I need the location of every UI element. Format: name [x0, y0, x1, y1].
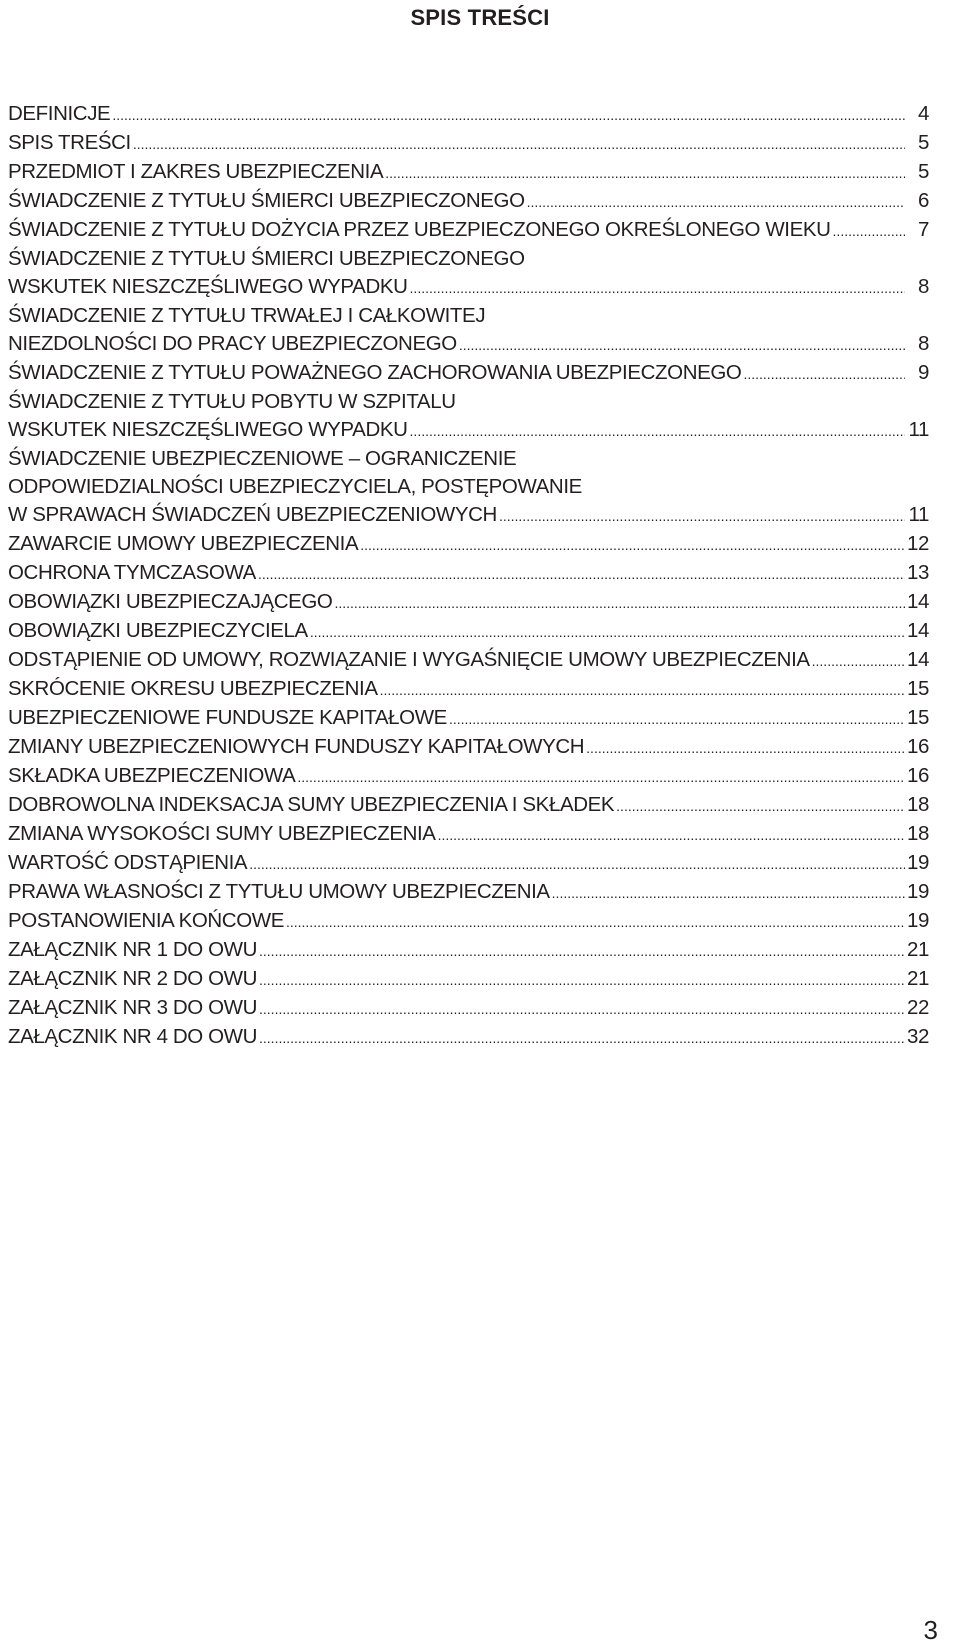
- dot-leader: [459, 331, 905, 359]
- toc-entry-title-line: ŚWIADCZENIE Z TYTUŁU DOŻYCIA PRZEZ UBEZPIECZONEGO OKREŚLONEGO WIEKU: [8, 218, 831, 241]
- dot-leader: [360, 531, 905, 559]
- toc-entry-title-line: ZMIANA WYSOKOŚCI SUMY UBEZPIECZENIA: [8, 822, 436, 845]
- toc-entry[interactable]: [8, 965, 929, 994]
- toc-entry-page: 8: [917, 332, 929, 355]
- toc-entry-page: 7: [917, 218, 929, 241]
- toc-entry-line: [8, 936, 929, 965]
- toc-entry-page: 19: [906, 909, 929, 932]
- toc-entry-title-line: ŚWIADCZENIE Z TYTUŁU ŚMIERCI UBEZPIECZONEGO: [8, 247, 525, 270]
- toc-entry-title-line: ZAŁĄCZNIK NR 3 DO OWU: [8, 996, 258, 1019]
- toc-entry-page: 19: [906, 880, 929, 903]
- dot-leader: [410, 274, 905, 302]
- toc-entry-line: [8, 416, 929, 445]
- toc-entry-page: 14: [906, 619, 929, 642]
- dot-leader: [410, 417, 905, 445]
- toc-entry-line: [8, 501, 929, 530]
- toc-entry-page: 14: [906, 590, 929, 613]
- toc-entry-title-line: SPIS TREŚCI: [8, 131, 131, 154]
- toc-entry-page: 16: [906, 735, 929, 758]
- toc-entry[interactable]: [8, 388, 929, 445]
- dot-leader: [438, 821, 905, 849]
- toc-entry-page: 32: [906, 1025, 929, 1048]
- toc-entry-page: 15: [906, 677, 929, 700]
- toc-entry[interactable]: [8, 445, 929, 530]
- toc-entry-line: [8, 100, 929, 129]
- dot-leader: [527, 188, 905, 216]
- toc-entry-line: [8, 820, 929, 849]
- dot-leader: [552, 879, 905, 907]
- toc-entry-line: [8, 907, 929, 936]
- toc-entry-line: [8, 617, 929, 646]
- dot-leader: [380, 676, 905, 704]
- toc-entry-line: [8, 359, 929, 388]
- toc-entry-title-line: ŚWIADCZENIE Z TYTUŁU ŚMIERCI UBEZPIECZONEGO: [8, 189, 525, 212]
- toc-entry-title-line: ŚWIADCZENIE Z TYTUŁU POBYTU W SZPITALU: [8, 390, 456, 413]
- toc-entry[interactable]: [8, 359, 929, 388]
- toc-entry-line: [8, 158, 929, 187]
- dot-leader: [586, 734, 905, 762]
- toc-entry-line: [8, 330, 929, 359]
- toc-entry-page: 8: [917, 275, 929, 298]
- toc-entry-page: 21: [906, 938, 929, 961]
- toc-entry-line: [8, 762, 929, 791]
- toc-entry[interactable]: [8, 762, 929, 791]
- dot-leader: [334, 589, 905, 617]
- dot-leader: [286, 908, 905, 936]
- toc-entry-page: 16: [906, 764, 929, 787]
- toc-entry-line: [8, 129, 929, 158]
- toc-entry-line: [8, 559, 929, 588]
- toc-entry-title-line: ŚWIADCZENIE Z TYTUŁU POWAŻNEGO ZACHOROWANIA UBEZPIECZONEGO: [8, 361, 742, 384]
- toc-entry-title-line: ZAŁĄCZNIK NR 2 DO OWU: [8, 967, 258, 990]
- toc-entry-title-line: ZAWARCIE UMOWY UBEZPIECZENIA: [8, 532, 359, 555]
- toc-entry[interactable]: [8, 704, 929, 733]
- toc-entry-line: [8, 187, 929, 216]
- toc-entry-line: [8, 675, 929, 704]
- toc-entry[interactable]: [8, 588, 929, 617]
- toc-entry-page: 12: [906, 532, 929, 555]
- toc-entry-line: [8, 965, 929, 994]
- toc-entry[interactable]: [8, 907, 929, 936]
- dot-leader: [449, 705, 905, 733]
- dot-leader: [258, 560, 905, 588]
- dot-leader: [743, 360, 905, 388]
- toc-entry[interactable]: [8, 849, 929, 878]
- toc-entry-page: 13: [906, 561, 929, 584]
- toc-entry-title-line: PRZEDMIOT I ZAKRES UBEZPIECZENIA: [8, 160, 384, 183]
- toc-entry-line: [8, 273, 929, 302]
- toc-entry-page: 9: [917, 361, 929, 384]
- dot-leader: [385, 159, 905, 187]
- toc-entry-line: [8, 588, 929, 617]
- toc-entry-page: 22: [906, 996, 929, 1019]
- toc-entry[interactable]: [8, 791, 929, 820]
- dot-leader: [133, 130, 905, 158]
- toc-entry[interactable]: [8, 530, 929, 559]
- toc-entry[interactable]: [8, 1023, 929, 1052]
- toc-entry-title-line: ZAŁĄCZNIK NR 4 DO OWU: [8, 1025, 258, 1048]
- toc-entry-page: 11: [908, 418, 929, 441]
- toc-entry-page: 19: [906, 851, 929, 874]
- dot-leader: [259, 995, 905, 1023]
- toc-entry[interactable]: [8, 216, 929, 245]
- toc-entry-line: [8, 849, 929, 878]
- toc-entry-title-line: NIEZDOLNOŚCI DO PRACY UBEZPIECZONEGO: [8, 332, 457, 355]
- toc-entry-line: [8, 994, 929, 1023]
- toc-entry-line: [8, 530, 929, 559]
- toc-entry[interactable]: [8, 646, 929, 675]
- dot-leader: [616, 792, 905, 820]
- toc-entry[interactable]: [8, 675, 929, 704]
- toc-entry-page: 21: [906, 967, 929, 990]
- toc-entry-page: 11: [908, 503, 929, 526]
- toc-entry-title-line: OCHRONA TYMCZASOWA: [8, 561, 256, 584]
- toc-entry-title-line: PRAWA WŁASNOŚCI Z TYTUŁU UMOWY UBEZPIECZENIA: [8, 880, 550, 903]
- toc-entry-line: [8, 216, 929, 245]
- toc-entry-line: [8, 791, 929, 820]
- toc-entry[interactable]: [8, 936, 929, 965]
- toc-entry[interactable]: [8, 820, 929, 849]
- toc-entry[interactable]: [8, 994, 929, 1023]
- toc-entry[interactable]: [8, 302, 929, 359]
- dot-leader: [812, 647, 905, 675]
- toc-entry[interactable]: [8, 129, 929, 158]
- toc-entry[interactable]: [8, 158, 929, 187]
- toc-entry-line: [8, 878, 929, 907]
- toc-entry-page: 6: [917, 189, 929, 212]
- toc-entry[interactable]: [8, 559, 929, 588]
- toc-entry-title-line: OBOWIĄZKI UBEZPIECZYCIELA: [8, 619, 308, 642]
- toc-entry-page: 5: [917, 160, 929, 183]
- toc-entry-title-line: WSKUTEK NIESZCZĘŚLIWEGO WYPADKU: [8, 275, 408, 298]
- toc-entry-page: 4: [917, 102, 929, 125]
- toc-entry-title-line: DEFINICJE: [8, 102, 111, 125]
- toc-entry-title-line: ŚWIADCZENIE Z TYTUŁU TRWAŁEJ I CAŁKOWITEJ: [8, 304, 486, 327]
- dot-leader: [259, 966, 905, 994]
- toc-entry-page: 14: [906, 648, 929, 671]
- toc-entry[interactable]: [8, 100, 929, 129]
- toc-entry-line: [8, 1023, 929, 1052]
- toc-entry[interactable]: [8, 245, 929, 302]
- toc-entry[interactable]: [8, 617, 929, 646]
- dot-leader: [249, 850, 905, 878]
- toc-entry[interactable]: [8, 878, 929, 907]
- toc-entry-title-line: ZAŁĄCZNIK NR 1 DO OWU: [8, 938, 258, 961]
- toc-entry-title-line: ODPOWIEDZIALNOŚCI UBEZPIECZYCIELA, POSTĘPOWANIE: [8, 475, 582, 498]
- toc-entry-line: [8, 704, 929, 733]
- toc-entry-title-line: WSKUTEK NIESZCZĘŚLIWEGO WYPADKU: [8, 418, 408, 441]
- toc-entry-title-line: DOBROWOLNA INDEKSACJA SUMY UBEZPIECZENIA I SKŁADEK: [8, 793, 615, 816]
- page-number: 3: [923, 1615, 938, 1645]
- toc-entry-page: 15: [906, 706, 929, 729]
- toc-entry-page: 18: [906, 793, 929, 816]
- toc-entry-title-line: OBOWIĄZKI UBEZPIECZAJĄCEGO: [8, 590, 333, 613]
- toc-entry-title-line: POSTANOWIENIA KOŃCOWE: [8, 909, 284, 932]
- toc-entry-title-line: ŚWIADCZENIE UBEZPIECZENIOWE – OGRANICZENIE: [8, 447, 517, 470]
- dot-leader: [259, 937, 905, 965]
- dot-leader: [310, 618, 905, 646]
- toc-entry-title-line: SKŁADKA UBEZPIECZENIOWA: [8, 764, 296, 787]
- toc-entry-title-line: ZMIANY UBEZPIECZENIOWYCH FUNDUSZY KAPITAŁOWYCH: [8, 735, 585, 758]
- toc-entry-title-line: W SPRAWACH ŚWIADCZEŃ UBEZPIECZENIOWYCH: [8, 503, 497, 526]
- dot-leader: [259, 1024, 905, 1052]
- toc-entry[interactable]: [8, 733, 929, 762]
- toc-entry-title-line: WARTOŚĆ ODSTĄPIENIA: [8, 851, 248, 874]
- dot-leader: [833, 217, 905, 245]
- dot-leader: [112, 101, 905, 129]
- toc-entry-title-line: ODSTĄPIENIE OD UMOWY, ROZWIĄZANIE I WYGAŚNIĘCIE UMOWY UBEZPIECZENIA: [8, 648, 810, 671]
- toc-entry[interactable]: [8, 187, 929, 216]
- toc-entry-title-line: UBEZPIECZENIOWE FUNDUSZE KAPITAŁOWE: [8, 706, 447, 729]
- toc-entry-line: [8, 733, 929, 762]
- toc-entry-title-line: SKRÓCENIE OKRESU UBEZPIECZENIA: [8, 677, 378, 700]
- toc-entry-page: 5: [917, 131, 929, 154]
- dot-leader: [499, 502, 905, 530]
- table-of-contents: [8, 100, 929, 1052]
- dot-leader: [297, 763, 905, 791]
- toc-entry-line: [8, 646, 929, 675]
- toc-entry-page: 18: [906, 822, 929, 845]
- page-title: SPIS TREŚCI: [410, 5, 550, 30]
